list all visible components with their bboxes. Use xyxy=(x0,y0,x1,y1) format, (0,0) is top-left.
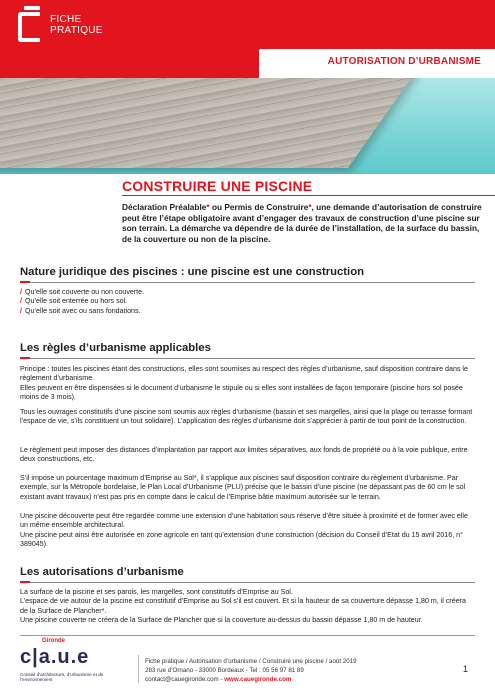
fiche-line1: FICHE xyxy=(50,14,82,25)
section2-heading: Les règles d’urbanisme applicables xyxy=(20,342,211,354)
intro-dp: Déclaration Préalable xyxy=(122,202,207,212)
section2-accent xyxy=(20,357,30,359)
section1-bullets xyxy=(20,288,475,316)
asterisk-mark: * xyxy=(308,202,312,212)
slash-bullet-icon: / xyxy=(20,297,22,306)
slash-bullet-icon: / xyxy=(20,306,22,315)
section2-p2: Tous les ouvrages constitutifs d’une piscine sont soumis aux règles d’urbanisme (bassin et ses margelles, ainsi que la plage ou terrasse formant l’espace de vie, s’ils constituent un tout solidaire). L’application des règles d’urbanisme doit s’apprécier à partir de tout point de la construction. xyxy=(20,408,473,426)
section3-body xyxy=(20,588,475,625)
fiche-line2: PRATIQUE xyxy=(50,25,103,36)
section2-p5-a: Une piscine découverte peut être regardée comme une extension d’une habitation sous réserve d’être située à proximité et de former avec elle un même ensemble architectural. xyxy=(20,512,468,530)
category-tab-label: AUTORISATION D’URBANISME xyxy=(327,56,481,67)
caue-c-logo-icon xyxy=(18,12,40,42)
category-tab xyxy=(259,49,495,78)
bullet-text: Qu’elle soit avec ou sans fondations. xyxy=(24,306,141,315)
section2-p1-a: Principe : toutes les piscines étant des constructions, elles sont soumises au respect des règles d’urbanisme, sauf disposition contraire dans le règlement d’urbanisme. xyxy=(20,365,468,383)
footer-line3 xyxy=(145,675,357,684)
asterisk-mark: * xyxy=(206,202,210,212)
fiche-pratique-label xyxy=(50,14,103,36)
footer-line1: Fiche pratique / Autorisation d’urbanisme / Construire une piscine / août 2019 xyxy=(145,658,357,665)
list-item xyxy=(20,297,475,306)
page-title: CONSTRUIRE UNE PISCINE xyxy=(122,178,313,194)
footer-rule xyxy=(20,635,475,636)
caue-gironde-label: Gironde xyxy=(42,638,66,644)
section3-rule xyxy=(20,582,475,583)
section3-heading: Les autorisations d’urbanisme xyxy=(20,566,184,578)
page-number: 1 xyxy=(463,664,469,674)
section1-rule xyxy=(20,282,475,283)
bullet-text: Qu’elle soit enterrée ou hors sol. xyxy=(24,297,128,306)
section3-accent xyxy=(20,581,30,583)
intro-paragraph xyxy=(122,202,484,245)
section2-p1 xyxy=(20,365,475,402)
pool-photo xyxy=(0,78,495,174)
section2-p3: Le règlement peut imposer des distances d’implantation par rapport aux limites séparatives, aux fonds de propriété ou à la voie publique, entre deux constructions, etc. xyxy=(20,446,468,464)
list-item xyxy=(20,288,475,297)
section3-p2: L’espace de vie autour de la piscine est constitutif d’Emprise au Sol s’il est couvert. Et si la hauteur de sa couverture dépasse 1,80 m, il créera de la Surface de Plancher*. xyxy=(20,597,466,615)
header-band xyxy=(0,0,495,78)
footer-info xyxy=(145,657,357,684)
intro-pc: Permis de Construire xyxy=(224,202,309,212)
section1-accent xyxy=(20,281,30,283)
intro-or: ou xyxy=(209,202,225,212)
slash-bullet-icon: / xyxy=(20,288,22,296)
title-rule xyxy=(122,195,495,196)
caue-brand: c|a.u.e xyxy=(20,646,90,668)
section2-p5-b: Une piscine peut ainsi être autorisée en zone agricole en tant qu’extension d’une construction (décision du Conseil d’Etat du 15 avril 2016, n° 389045). xyxy=(20,530,463,548)
section1-heading: Nature juridique des piscines : une piscine est une construction xyxy=(20,266,364,278)
footer-email[interactable]: contact@cauegironde.com - xyxy=(145,676,225,683)
bullet-text: Qu’elle soit couverte ou non couverte. xyxy=(24,288,145,296)
intro-rest: , une demande d’autorisation de construire peut être l’étape obligatoire avant d’engager des travaux de construction d’une piscine sur son terrain. La démarche va dépendre de la durée de l’installation, de la surface du bassin, de la couverture ou non de la piscine. xyxy=(122,202,482,245)
section3-p1: La surface de la piscine et ses parois, les margelles, sont constitutifs d’Emprise au Sol. xyxy=(20,588,293,596)
section2-p1-b: Elles peuvent en être dispensées si le document d’urbanisme le stipule ou si elles sont installées de façon temporaire (piscine hors sol posée moins de 3 mois). xyxy=(20,383,463,401)
section3-p3: Une piscine couverte ne créera de la Surface de Plancher que si la couverture au-dessus du bassin dépasse 1,80 m de hauteur. xyxy=(20,615,423,624)
section2-p5 xyxy=(20,512,475,549)
footer-website-link[interactable]: www.cauegironde.com xyxy=(224,676,292,683)
section2-p4: S’il impose un pourcentage maximum d’Emprise au Sol*, il s’applique aux piscines sauf disposition contraire du règlement d’urbanisme. Par exemple, sur la Métropole bordelaise, le Plan Local d’Urbanisme (PLU) précise que le bassin d’une piscine (ne dépassant pas de 60 cm le sol existant avant travaux) n’est pas pris en compte dans le calcul de l’Emprise bâtie maximum autorisée sur le terrain. xyxy=(20,474,466,501)
footer-divider xyxy=(138,655,139,683)
footer-line2: 283 rue d’Ornano - 33000 Bordeaux - Tel : 05 56 97 81 89 xyxy=(145,667,304,674)
caue-logo xyxy=(20,638,120,690)
list-item xyxy=(20,307,475,316)
caue-brand-subtitle: Conseil d’architecture, d’urbanisme et de l’environnement xyxy=(20,672,104,683)
section2-rule xyxy=(20,358,475,359)
